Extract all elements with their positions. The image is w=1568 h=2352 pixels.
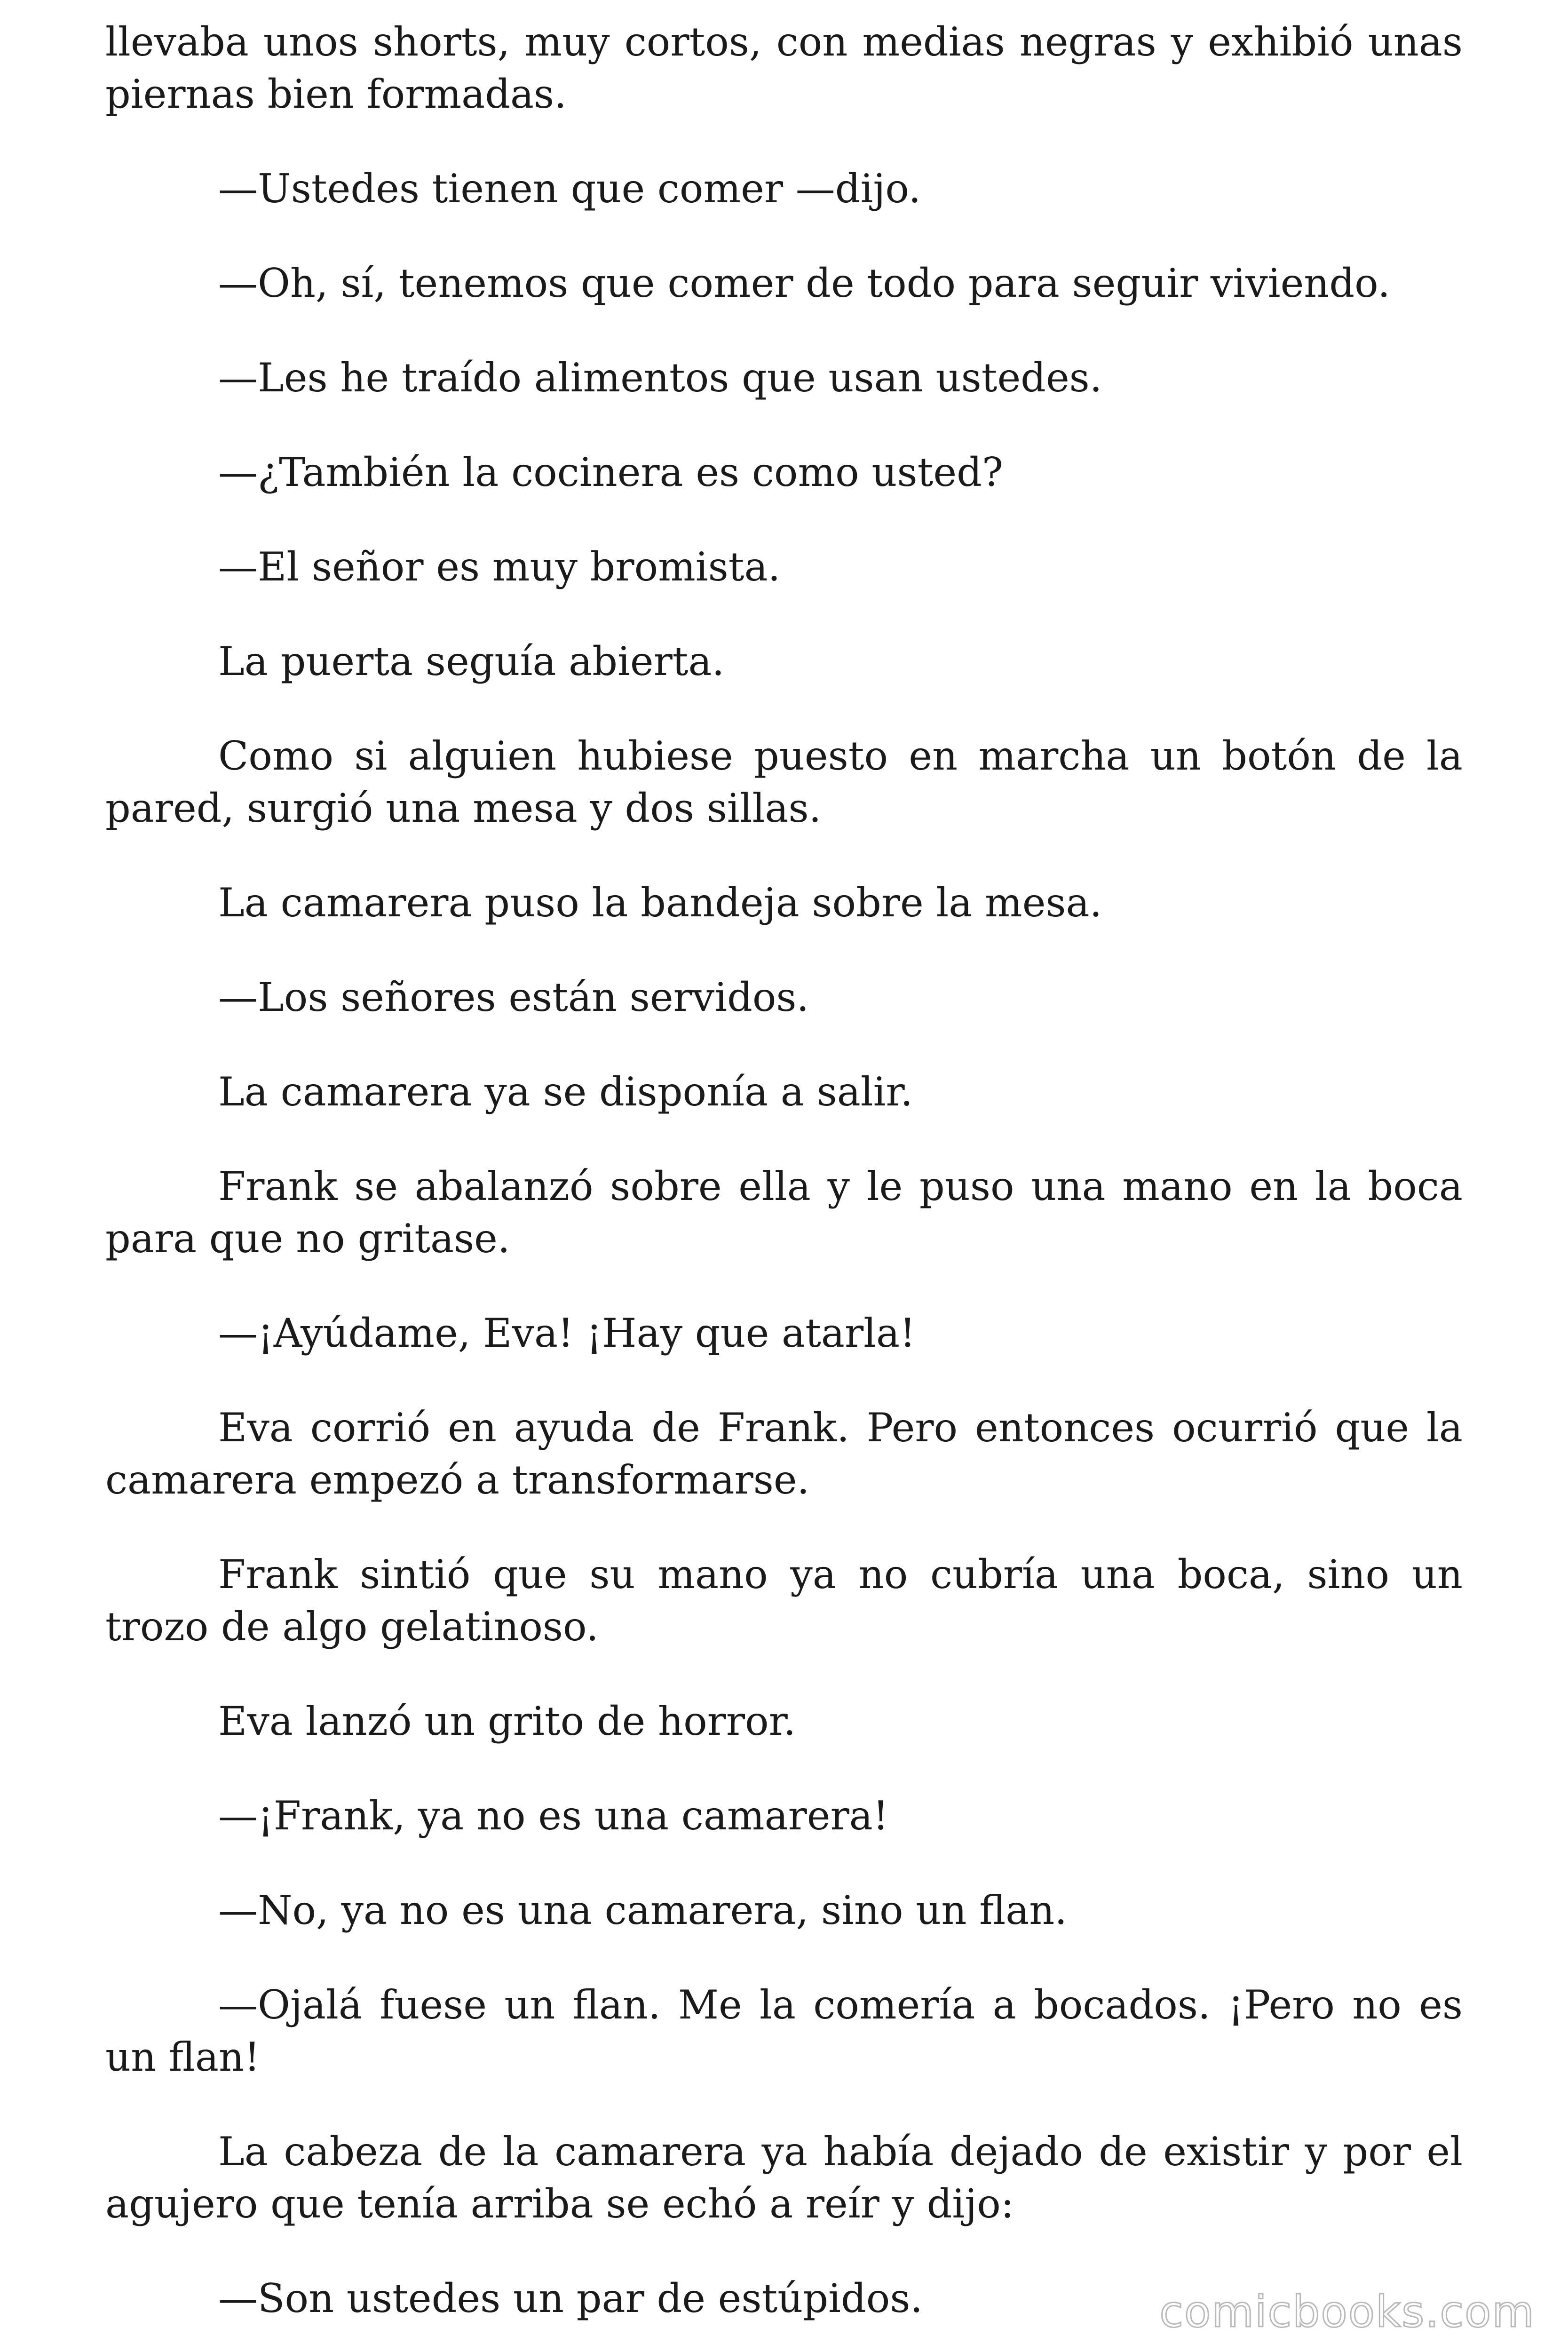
page-text: [105, 16, 1463, 2352]
paragraph: —Oh, sí, tenemos que comer de todo para seguir viviendo.: [218, 260, 1390, 306]
paragraph: La cabeza de la camarera ya había dejado de existir y por el agujero que tenía arriba se echó a reír y dijo:: [105, 2129, 1463, 2227]
paragraph: Frank sintió que su mano ya no cubría una boca, sino un trozo de algo gelatinoso.: [105, 1551, 1463, 1650]
paragraph: La camarera puso la bandeja sobre la mesa.: [218, 880, 1102, 926]
paragraph: —No, ya no es una camarera, sino un flan.: [218, 1887, 1068, 1933]
paragraph: —Los señores están servidos.: [218, 974, 809, 1020]
paragraph: llevaba unos shorts, muy cortos, con medias negras y exhibió unas piernas bien formadas.: [105, 19, 1463, 117]
paragraph: —¡Ayúdame, Eva! ¡Hay que atarla!: [218, 1310, 916, 1356]
paragraph: —El señor es muy bromista.: [218, 544, 781, 590]
paragraph: Eva lanzó un grito de horror.: [218, 1698, 796, 1744]
paragraph: —Les he traído alimentos que usan ustedes.: [218, 355, 1102, 401]
paragraph: —Ustedes tienen que comer —dijo.: [218, 166, 921, 212]
paragraph: Frank se abalanzó sobre ella y le puso una mano en la boca para que no gritase.: [105, 1163, 1463, 1262]
paragraph: —¿También la cocinera es como usted?: [218, 449, 1003, 495]
watermark: comicbooks.com: [1159, 2287, 1535, 2337]
paragraph: —Son ustedes un par de estúpidos.: [218, 2275, 923, 2321]
paragraph: La puerta seguía abierta.: [218, 638, 725, 684]
paragraph: Como si alguien hubiese puesto en marcha un botón de la pared, surgió una mesa y dos sillas.: [105, 733, 1463, 831]
paragraph: —¡Frank, ya no es una camarera!: [218, 1793, 889, 1839]
paragraph: Eva corrió en ayuda de Frank. Pero entonces ocurrió que la camarera empezó a transformarse.: [105, 1405, 1463, 1503]
paragraph: —Ojalá fuese un flan. Me la comería a bocados. ¡Pero no es un flan!: [105, 1982, 1463, 2080]
paragraph: La camarera ya se disponía a salir.: [218, 1069, 913, 1115]
